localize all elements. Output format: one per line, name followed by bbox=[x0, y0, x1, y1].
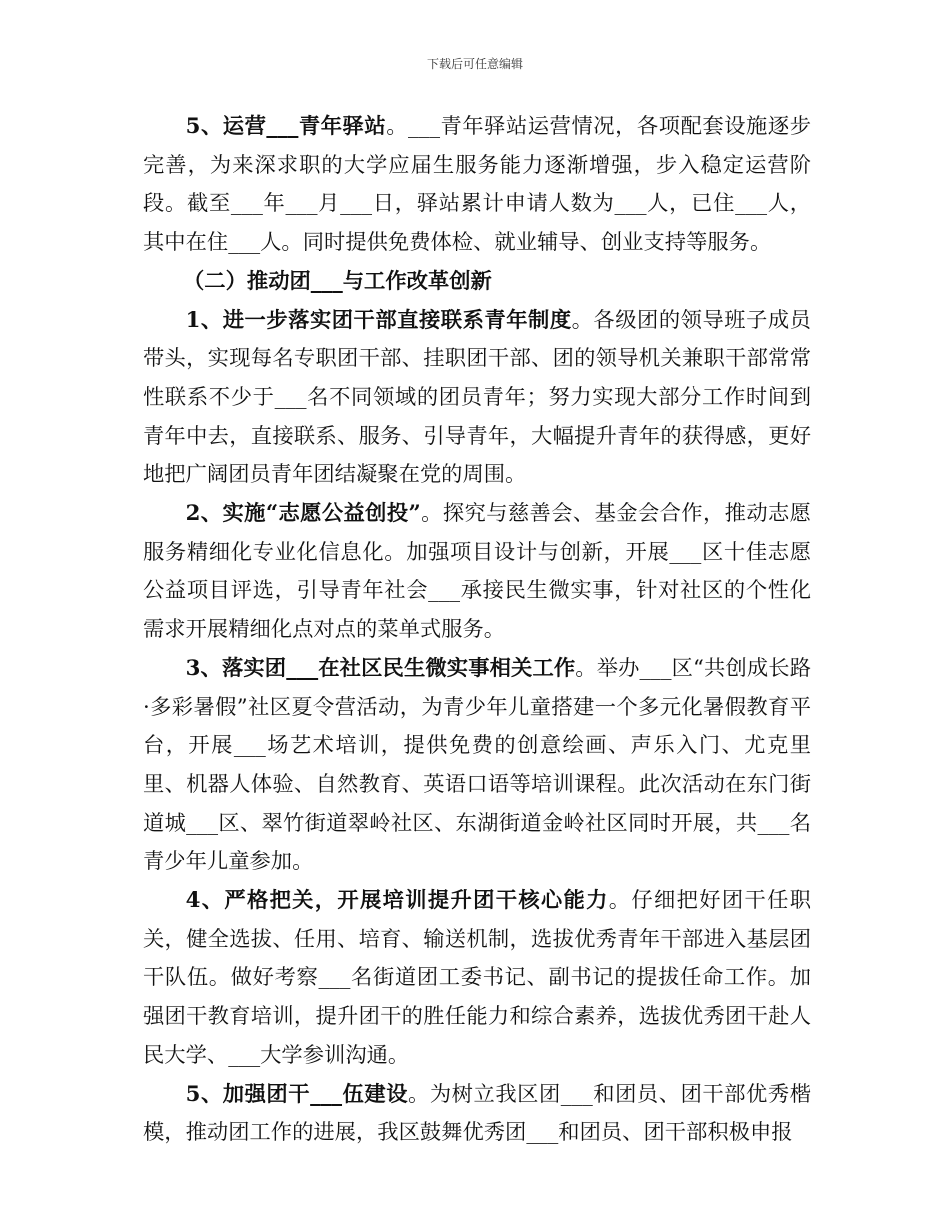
paragraph-team-building bbox=[143, 1076, 811, 1153]
paragraph-text: 。为树立我区团___和团员、团干部优秀楷模，推动团工作的进展，我区鼓舞优秀团___和团员、团干部积极申报 bbox=[143, 1081, 812, 1146]
paragraph-text: 。探究与慈善会、基金会合作，推动志愿服务精细化专业化信息化。加强项目设计与创新，开展___区十佳志愿公益项目评选，引导青年社会___承接民生微实事，针对社区的个性化需求开展精细化点对点的菜单式服务。 bbox=[143, 501, 811, 643]
paragraph-lead: 5、加强团干___伍建设 bbox=[185, 1081, 409, 1107]
paragraph-lead: 5、运营___青年驿站 bbox=[185, 114, 387, 139]
paragraph-community-work bbox=[143, 650, 811, 882]
paragraph-volunteer-venture bbox=[143, 495, 811, 650]
paragraph-lead: 2、实施“志愿公益创投” bbox=[185, 501, 421, 527]
paragraph-cadre-training bbox=[143, 882, 811, 1076]
paragraph-text: 。仔细把好团干任职关，健全选拔、任用、培育、输送机制，选拔优秀青年干部进入基层团干队伍。做好考察___名街道团工委书记、副书记的提拔任命工作。加强团干教育培训，提升团干的胜任能力和综合素养，选拔优秀团干赴人民大学、___大学参训沟通。 bbox=[143, 888, 811, 1068]
document-body bbox=[143, 108, 811, 1153]
paragraph-text: 。___青年驿站运营情况，各项配套设施逐步完善，为来深求职的大学应届生服务能力逐渐增强，步入稳定运营阶段。截至___年___月___日，驿站累计申请人数为___人，已住___人，其中在住___人。同时提供免费体检、就业辅导、创业支持等服务。 bbox=[143, 114, 812, 256]
section-heading: （二）推动团___与工作改革创新 bbox=[183, 268, 492, 294]
paragraph-lead: 3、落实团___在社区民生微实事相关工作 bbox=[185, 655, 576, 681]
paragraph-contact-youth bbox=[143, 302, 811, 496]
paragraph-text: 。各级团的领导班子成员带头，实现每名专职团干部、挂职团干部、团的领导机关兼职干部常常性联系不少于___名不同领域的团员青年；努力实现大部分工作时间到青年中去，直接联系、服务、引导青年，大幅提升青年的获得感，更好地把广阔团员青年团结凝聚在党的周围。 bbox=[143, 307, 811, 488]
paragraph-lead: 1、进一步落实团干部直接联系青年制度 bbox=[185, 307, 572, 333]
paragraph-text: 。举办___区“共创成长路·多彩暑假”社区夏令营活动，为青少年儿童搭建一个多元化暑假教育平台，开展___场艺术培训，提供免费的创意绘画、声乐入门、尤克里里、机器人体验、自然教育、英语口语等培训课程。此次活动在东门街道城___区、翠竹街道翠岭社区、东湖街道金岭社区同时开展，共___名青少年儿童参加。 bbox=[143, 655, 811, 875]
paragraph-youth-station bbox=[143, 108, 811, 263]
paragraph-lead: 4、严格把关，开展培训提升团干核心能力 bbox=[185, 888, 609, 914]
page-header-note: 下载后可任意编辑 bbox=[426, 57, 523, 71]
